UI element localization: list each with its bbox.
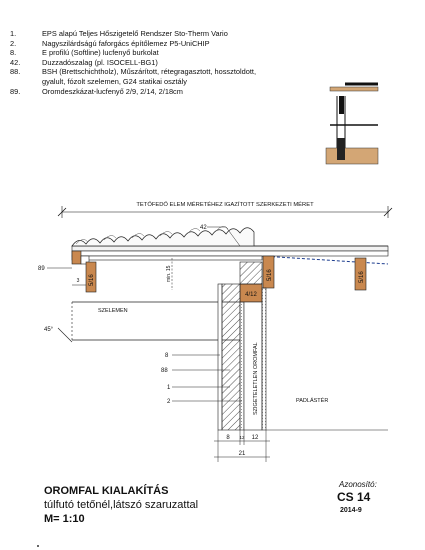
callout-42: 42 <box>200 225 207 231</box>
dim-12: 12 <box>251 435 259 441</box>
identifier-code: CS 14 <box>337 490 371 504</box>
rafter-5-16-a <box>86 262 96 292</box>
wall-label: SZIGETELETLEN OROMFAL <box>253 342 259 415</box>
dim-12-small: 12 <box>239 435 245 440</box>
purlin-beam <box>72 302 240 340</box>
svg-text:3: 3 <box>76 278 80 284</box>
dim-8: 8 <box>226 435 230 441</box>
angle-mark <box>44 327 72 342</box>
callout-89: 89 <box>38 266 45 272</box>
rafter-size-label: 5/16 <box>89 274 95 286</box>
callout-8: 8 <box>165 353 169 359</box>
szelemen-label: SZELEMEN <box>98 308 128 314</box>
identifier-date: 2014-9 <box>340 507 362 514</box>
legend-item: 88. BSH (Brettschichtholz), Műszárított, rétegragasztott, hossztoldott, <box>10 67 257 77</box>
rafter-5-16-b <box>263 256 274 288</box>
legend-item: 1. EPS alapú Teljes Hőszigetelő Rendszer Sto-Therm Vario <box>10 29 228 38</box>
dim-total: 21 <box>238 451 246 457</box>
drawing-scale: M= 1:10 <box>44 513 85 525</box>
edge-dimension <box>72 278 86 285</box>
callout-2: 2 <box>167 399 171 405</box>
identifier-label: Azonosító: <box>339 480 377 489</box>
roof-tiles <box>72 226 388 251</box>
dimension-label: TETŐFEDŐ ELEM MÉRETÉHEZ IGAZÍTOTT SZERKEZETI MÉRET <box>136 202 314 208</box>
legend-item: 2. Nagyszilárdságú faforgács építőlemez P5-UniCHIP <box>10 38 210 48</box>
wall-thickness-dimensions <box>214 430 270 462</box>
rafter-5-16-c <box>355 258 366 290</box>
gable-wall-section <box>218 284 266 430</box>
svg-text:45°: 45° <box>44 327 54 333</box>
attic-label: PADLÁSTÉR <box>296 398 329 404</box>
rafter-size-label: 5/16 <box>359 271 365 283</box>
legend-item: 8. E profilú (Softline) lucfenyő burkolat <box>10 48 159 58</box>
svg-text:min. 15: min. 15 <box>166 265 172 282</box>
rafter-size-label: 5/16 <box>267 269 273 281</box>
legend-item: 89. Oromdeszkázat-lucfenyő 2/9, 2/14, 2/18cm <box>10 86 183 96</box>
legend-item: gyalult, fózolt szelemen, G24 statikai osztály <box>42 76 188 86</box>
overall-dimension <box>58 201 392 218</box>
key-plan-thumbnail <box>326 84 378 164</box>
purlin-size-label: 4/12 <box>245 292 257 298</box>
legend-item: 42. Duzzadószalag (pl. ISOCELL-BG1) <box>10 57 158 67</box>
min-overhang-dimension <box>166 258 172 290</box>
callout-88: 88 <box>161 368 168 374</box>
top-insulation <box>240 262 262 284</box>
drawing-subtitle: túlfutó tetőnél,látszó szaruzattal <box>44 499 199 511</box>
purlin-4-12 <box>240 284 262 302</box>
drawing-title: OROMFAL KIALAKÍTÁS <box>44 485 169 497</box>
callout-1: 1 <box>167 385 171 391</box>
page-mark <box>37 545 39 547</box>
roof-deck <box>72 251 388 260</box>
underlay-membrane-line <box>262 256 388 264</box>
